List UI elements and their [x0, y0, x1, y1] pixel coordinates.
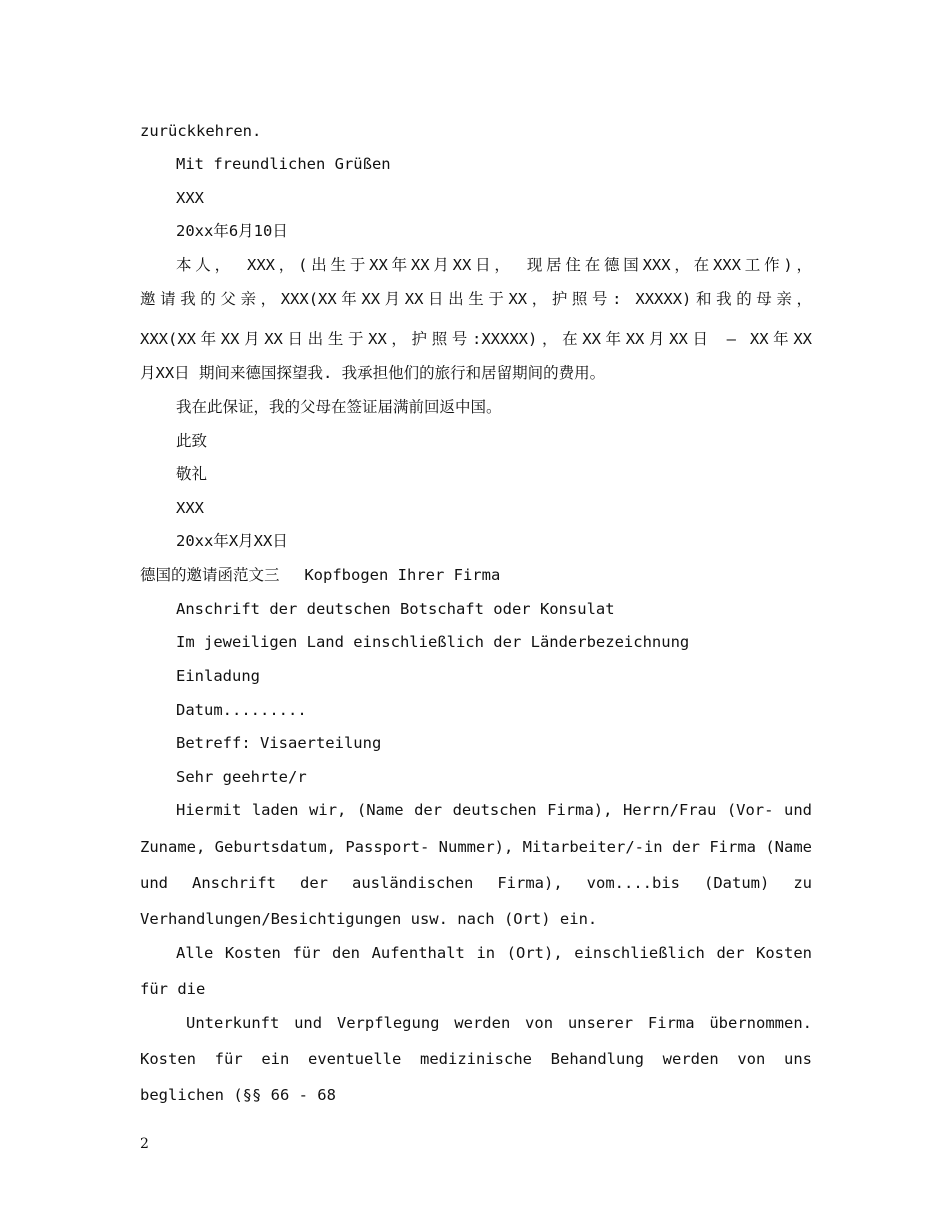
page-number: 2: [140, 1136, 149, 1152]
text-line: Alle Kosten für den Aufenthalt in (Ort), einschließlich der Kosten: [176, 944, 812, 962]
text-line: XXX: [176, 499, 204, 517]
text-line: Datum.........: [176, 701, 307, 719]
text-line: Verhandlungen/Besichtigungen usw. nach (Ort) ein.: [140, 910, 598, 928]
text-line: XXX(XX年XX月XX日出生于XX，护照号:XXXXX)，在XX年XX月XX日 — XX年XX: [140, 330, 812, 348]
text-line: beglichen (§§ 66 - 68: [140, 1086, 336, 1104]
text-line: Sehr geehrte/r: [176, 768, 307, 786]
text-line: Betreff: Visaerteilung: [176, 734, 382, 752]
text-line: 20xx年6月10日: [176, 222, 288, 240]
text-line: 敬礼: [176, 465, 208, 483]
text-line: 我在此保证，我的父母在签证届满前回返中国。: [176, 398, 502, 416]
text-line: Hiermit laden wir, (Name der deutschen Firma), Herrn/Frau (Vor- und: [176, 801, 812, 819]
text-line: 月XX日 期间来德国探望我. 我承担他们的旅行和居留期间的费用。: [140, 364, 606, 382]
text-line: Anschrift der deutschen Botschaft oder Konsulat: [176, 600, 615, 618]
text-line: 20xx年X月XX日: [176, 532, 288, 550]
text-line: Mit freundlichen Grüßen: [176, 155, 391, 173]
text-line: 本人， XXX，(出生于XX年XX月XX日， 现居住在德国XXX，在XXX工作)，: [176, 256, 812, 274]
section-heading: 德国的邀请函范文三 Kopfbogen Ihrer Firma: [140, 566, 501, 584]
text-line: zurückkehren.: [140, 122, 262, 140]
text-line: 邀请我的父亲，XXX(XX年XX月XX日出生于XX，护照号: XXXXX)和我的母亲，: [140, 290, 812, 308]
text-line: 此致: [176, 432, 208, 450]
text-line: und Anschrift der ausländischen Firma), vom....bis (Datum) zu: [140, 874, 812, 892]
text-line: Kosten für ein eventuelle medizinische Behandlung werden von uns: [140, 1050, 812, 1068]
text-line: XXX: [176, 189, 204, 207]
text-line: für die: [140, 980, 206, 998]
text-line: Zuname, Geburtsdatum, Passport- Nummer), Mitarbeiter/-in der Firma (Name: [140, 838, 812, 856]
text-line: Im jeweiligen Land einschließlich der Länderbezeichnung: [176, 633, 690, 651]
text-line: Unterkunft und Verpflegung werden von unserer Firma übernommen.: [186, 1014, 812, 1032]
text-line: Einladung: [176, 667, 260, 685]
